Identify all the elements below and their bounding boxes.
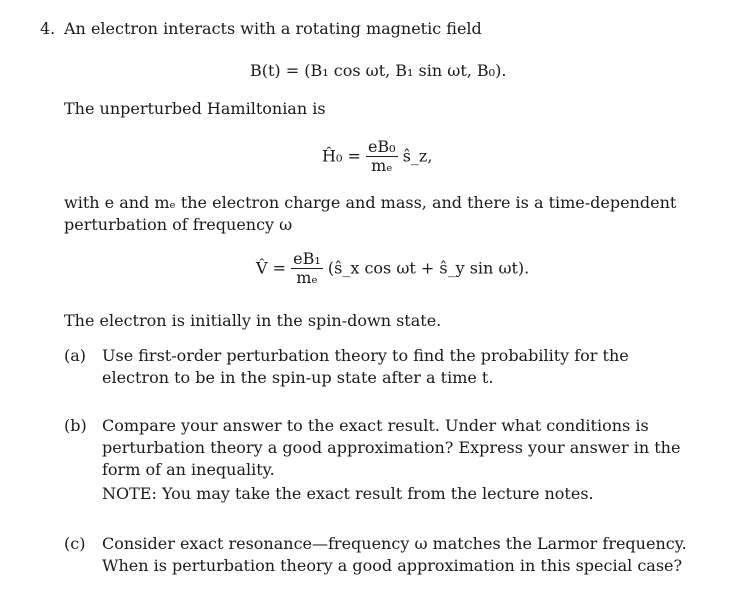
equation-hamiltonian-lhs: Ĥ₀ = [322, 146, 361, 166]
problem-number: 4. [40, 19, 56, 38]
equation-perturbation-fraction [291, 250, 323, 287]
initial-state-text: The electron is initially in the spin-down state. [64, 311, 442, 330]
equation-perturbation-lhs: V̂ = [256, 258, 287, 278]
part-b-text: Compare your answer to the exact result. Under what conditions is perturbation theory a good approximation? Express your answer in the form of an inequality. [102, 416, 681, 479]
fraction-numerator: eB₁ [293, 249, 321, 268]
fraction-numerator: eB₀ [367, 137, 396, 156]
part-a-label: (a) [64, 346, 87, 365]
equation-hamiltonian-rhs: ŝ_z, [402, 146, 433, 166]
equation-perturbation-rhs: (ŝ_x cos ωt + ŝ_y sin ωt). [327, 258, 530, 278]
perturbation-description: with e and mₑ the electron charge and mass, and there is a time-dependent perturbation of frequency ω [64, 193, 677, 234]
part-b-label: (b) [64, 416, 87, 435]
part-b-note: NOTE: You may take the exact result from the lecture notes. [102, 484, 594, 503]
part-a-text: Use first-order perturbation theory to find the probability for the electron to be in the spin-up state after a time t. [102, 346, 629, 387]
fraction-denominator: mₑ [296, 268, 318, 287]
equation-hamiltonian-fraction [366, 138, 398, 175]
fraction-denominator: mₑ [371, 156, 393, 175]
problem-intro: An electron interacts with a rotating magnetic field [64, 19, 482, 38]
part-c-text: Consider exact resonance—frequency ω matches the Larmor frequency. When is perturbation theory a good approximation in this special case? [102, 534, 687, 575]
equation-magnetic-field: B(t) = (B₁ cos ωt, B₁ sin ωt, B₀). [250, 61, 507, 80]
equation-hamiltonian [322, 138, 432, 175]
hamiltonian-intro: The unperturbed Hamiltonian is [64, 99, 326, 118]
equation-perturbation [256, 250, 529, 287]
part-c-label: (c) [64, 534, 86, 553]
